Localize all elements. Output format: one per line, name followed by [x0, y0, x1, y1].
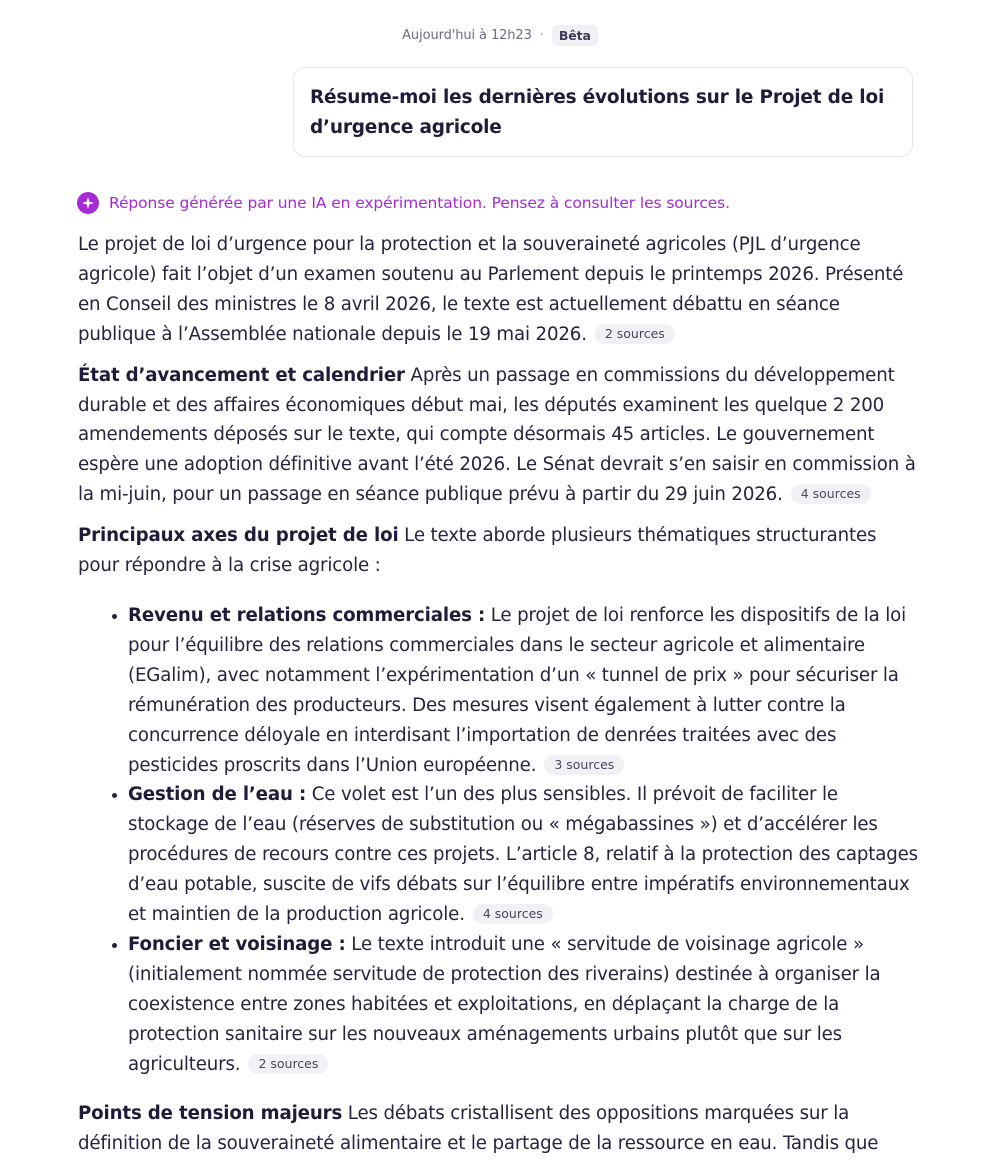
beta-badge: Bêta: [552, 25, 598, 46]
axes-list: [78, 601, 918, 1080]
list-item-heading: Revenu et relations commerciales :: [128, 604, 486, 626]
paragraph-text: Le projet de loi d’urgence pour la protection et la souveraineté agricoles (PJL d’urgence agricole) fait l’objet d’un examen soutenu au Parlement depuis le printemps 2026. Présenté en Conseil des ministres le 8 avril 2026, le texte est actuellement débattu en séance publique à l’Assemblée nationale depuis le 19 mai 2026.: [78, 234, 904, 345]
list-item-heading: Gestion de l’eau :: [128, 784, 307, 806]
list-item-text: Ce volet est l’un des plus sensibles. Il prévoit de faciliter le stockage de l’eau (réserves de substitution ou « mégabassines ») et d’accélérer les procédures de recours contre ces projets. L’article 8, relatif à la protection des captages d’eau potable, suscite de vifs débats sur l’équilibre entre impératifs environnementaux et maintien de la production agricole.: [128, 784, 918, 926]
message-meta: [0, 25, 1000, 46]
answer-paragraph-axes: [78, 521, 918, 581]
paragraph-heading: État d’avancement et calendrier: [78, 364, 405, 386]
list-item-heading: Foncier et voisinage :: [128, 933, 346, 955]
list-item: [128, 780, 918, 930]
sources-badge[interactable]: 2 sources: [248, 1054, 328, 1074]
message-timestamp: Aujourd'hui à 12h23: [402, 28, 532, 43]
list-item-text: Le texte introduit une « servitude de voisinage agricole » (initialement nommée servitude de protection des riverains) destinée à organiser la coexistence entre zones habitées et exploitations, en déplaçant la charge de la protection sanitaire sur les nouveaux aménagements urbains plutôt que sur les agriculteurs.: [128, 933, 881, 1075]
answer-paragraph-intro: [78, 230, 918, 350]
meta-separator: ·: [539, 28, 544, 43]
paragraph-text: Après un passage en commissions du développement durable et des affaires économiques début mai, les députés examinent les quelque 2 200 amendements déposés sur le texte, qui compte désormais 45 articles. Le gouvernement espère une adoption définitive avant l’été 2026. Le Sénat devrait s’en saisir en commission à la mi-juin, pour un passage en séance publique prévu à partir du 29 juin 2026.: [78, 364, 916, 506]
sources-badge[interactable]: 4 sources: [473, 904, 553, 924]
answer-paragraph-calendrier: [78, 361, 918, 511]
paragraph-text: Le texte aborde plusieurs thématiques structurantes pour répondre à la crise agricole :: [78, 525, 877, 577]
list-item-text: Le projet de loi renforce les dispositifs de la loi pour l’équilibre des relations commerciales dans le secteur agricole et alimentaire (EGalim), avec notamment l’expérimentation d’un « tunnel de prix » pour sécuriser la rémunération des producteurs. Des mesures visent également à lutter contre la concurrence déloyale en interdisant l’importation de denrées traitées avec des pesticides proscrits dans l’Union européenne.: [128, 604, 907, 776]
user-question-bubble: [293, 67, 913, 157]
ai-disclaimer-text: Réponse générée par une IA en expérimentation. Pensez à consulter les sources.: [109, 194, 730, 212]
list-item: [128, 601, 918, 780]
sources-badge[interactable]: 2 sources: [595, 324, 675, 344]
list-item: [128, 930, 918, 1080]
ai-disclaimer: [77, 190, 918, 216]
user-question-text: Résume-moi les dernières évolutions sur le Projet de loi d’urgence agricole: [310, 87, 885, 138]
sources-badge[interactable]: 3 sources: [544, 755, 624, 775]
sparkle-chat-icon: [77, 192, 99, 214]
sources-badge[interactable]: 4 sources: [791, 484, 871, 504]
paragraph-heading: Points de tension majeurs: [78, 1103, 343, 1125]
assistant-answer: [78, 190, 918, 1170]
paragraph-heading: Principaux axes du projet de loi: [78, 525, 399, 547]
answer-paragraph-tension: [78, 1099, 918, 1159]
paragraph-text: Les débats cristallisent des oppositions marquées sur la définition de la souveraineté alimentaire et le partage de la ressource en eau. Tandis que: [78, 1103, 879, 1155]
